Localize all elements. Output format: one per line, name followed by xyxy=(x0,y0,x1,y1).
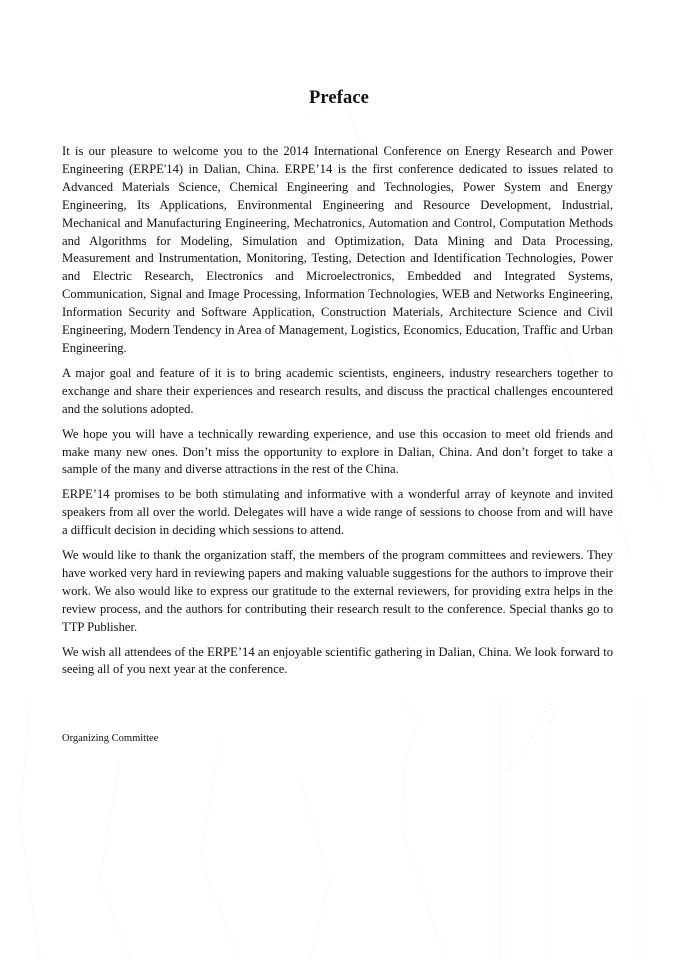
paragraph-speakers: ERPE’14 promises to be both stimulating and informative with a wonderful array of keynote and invited speakers from all over the world. Delegates will have a wide range of sessions to choose from and will have a difficult decision in deciding which sessions to attend. xyxy=(62,487,613,538)
preface-body xyxy=(62,143,613,686)
paragraph-closing: We wish all attendees of the ERPE’14 an enjoyable scientific gathering in Dalian, China. We look forward to seeing all of you next year at the conference. xyxy=(62,644,613,677)
paragraph-goal: A major goal and feature of it is to bring academic scientists, engineers, industry researchers together to exchange and share their experiences and research results, and discuss the practical challenges encountered and the solutions adopted. xyxy=(62,365,613,416)
paragraph-experience: We hope you will have a technically rewarding experience, and use this occasion to meet old friends and make many new ones. Don’t miss the opportunity to explore in Dalian, China. And don’t forget to take a sample of the many and diverse attractions in the rest of the China. xyxy=(62,426,613,477)
paragraph-thanks: We would like to thank the organization staff, the members of the program committees and reviewers. They have worked very hard in reviewing papers and making valuable suggestions for the authors to improve their work. We also would like to express our gratitude to the external reviewers, for providing extra helps in the review process, and the authors for contributing their research result to the conference. Special thanks go to TTP Publisher. xyxy=(62,548,613,634)
page-title: Preface xyxy=(309,88,369,108)
signature: Organizing Committee xyxy=(62,733,159,744)
paragraph-welcome: It is our pleasure to welcome you to the 2014 International Conference on Energy Research and Power Engineering (ERPE'14) in Dalian, China. ERPE’14 is the first conference dedicated to issues related to Advanced Materials Science, Chemical Engineering and Technologies, Power System and Energy Engineering, Its Applications, Environmental Engineering and Resource Development, Industrial, Mechanical and Manufacturing Engineering, Mechatronics, Automation and Control, Computation Methods and Algorithms for Modeling, Simulation and Optimization, Data Mining and Data Processing, Measurement and Instrumentation, Monitoring, Testing, Detection and Identification Technologies, Power and Electric Research, Electronics and Microelectronics, Embedded and Integrated Systems, Communication, Signal and Image Processing, Information Technologies, WEB and Networks Engineering, Information Security and Software Application, Construction Materials, Architecture Science and Civil Engineering, Modern Tendency in Area of Management, Logistics, Economics, Education, Traffic and Urban Engineering. xyxy=(62,144,613,355)
